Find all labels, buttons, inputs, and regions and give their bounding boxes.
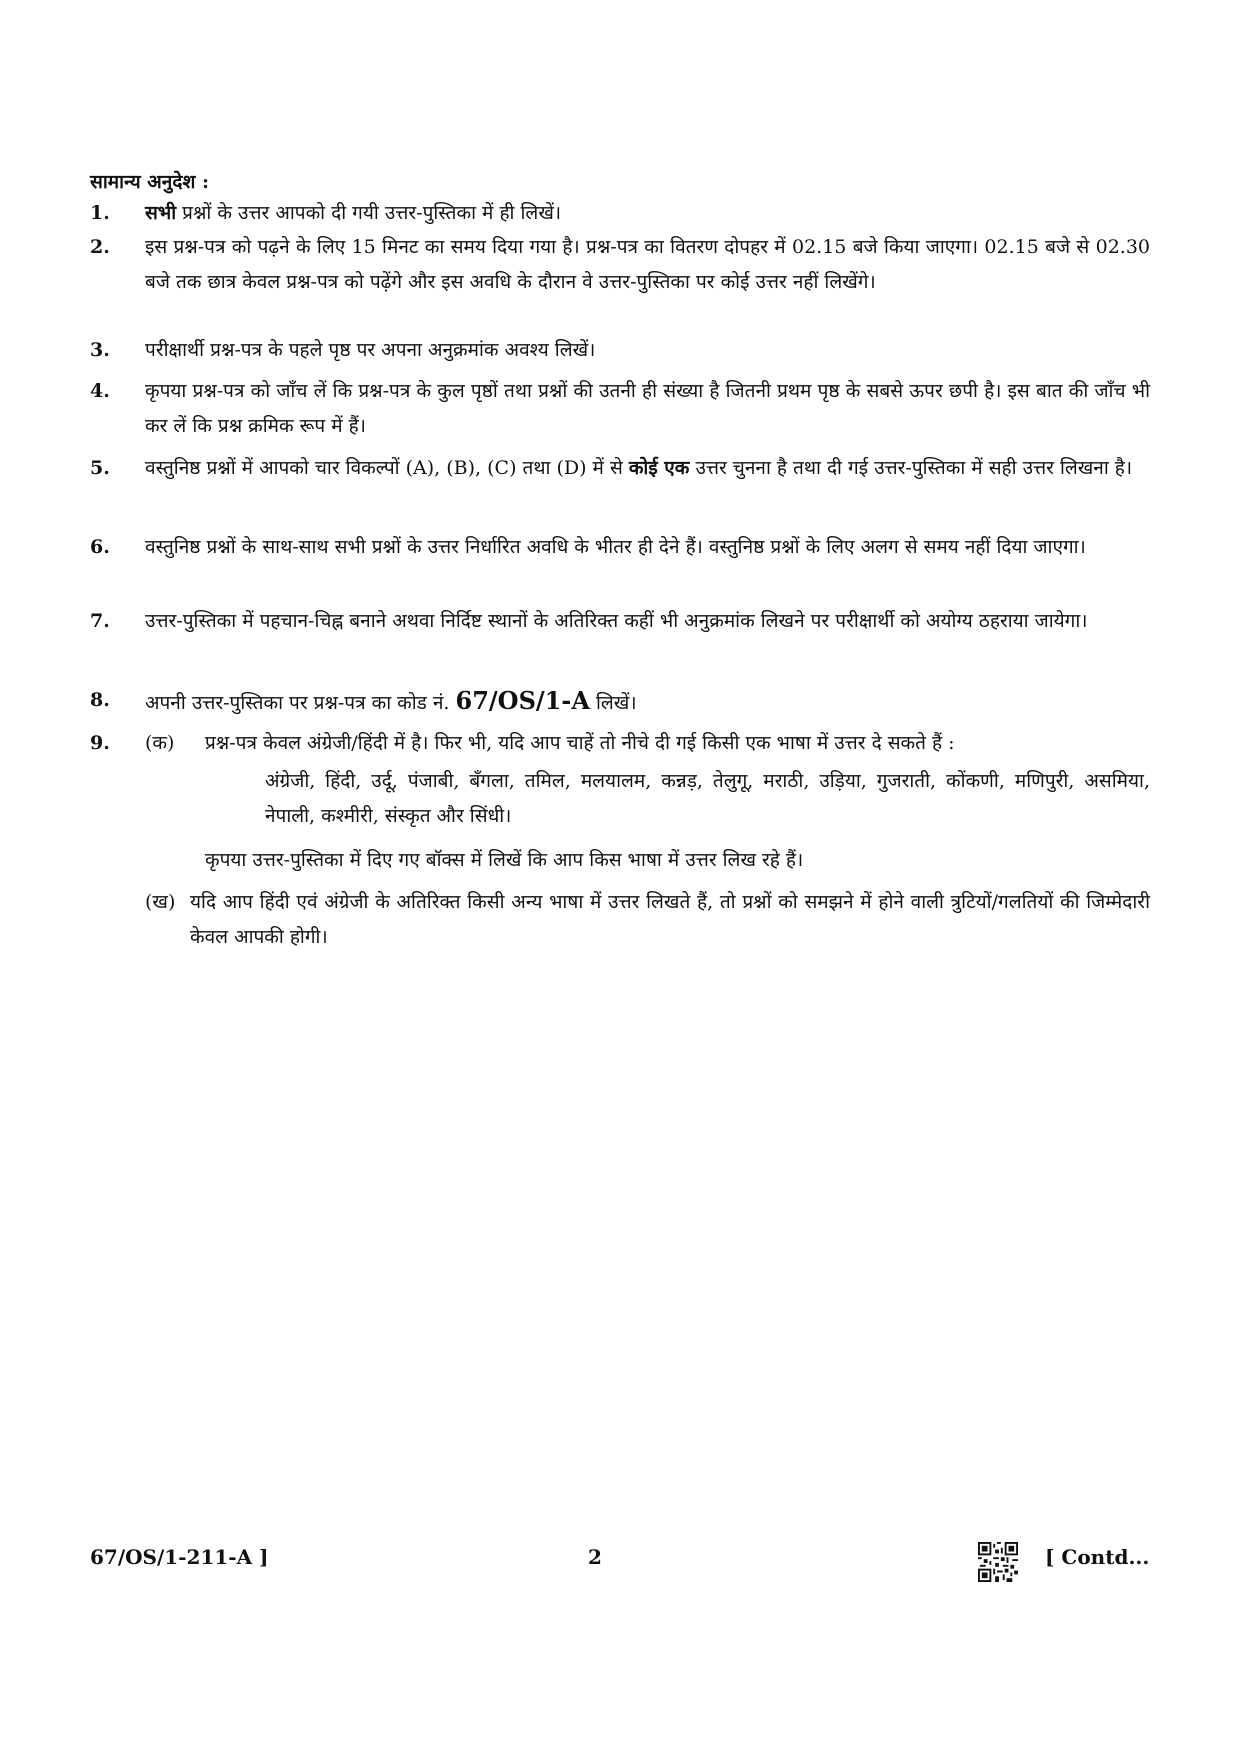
instruction-number: 5. [90, 457, 110, 479]
qr-code-icon [978, 1542, 1018, 1582]
instruction-4 [90, 374, 1150, 444]
item9-b-text: यदि आप हिंदी एवं अंग्रेजी के अतिरिक्त किसी अन्य भाषा में उत्तर लिखते हैं, तो प्रश्नों को समझने में होने वाली त्रुटियों/गलतियों की जिम्मेदारी केवल आपकी होगी। [190, 891, 1150, 948]
general-instructions-heading: सामान्य अनुदेश : [90, 171, 209, 193]
instruction-6 [90, 530, 1150, 600]
instruction-text-rest: प्रश्नों के उत्तर आपको दी गयी उत्तर-पुस्तिका में ही लिखें। [176, 202, 562, 224]
item9-b-label: (ख) [145, 891, 176, 913]
instruction-bold: सभी [145, 202, 177, 224]
item9-a-text: प्रश्न-पत्र केवल अंग्रेजी/हिंदी में है। फिर भी, यदि आप चाहें तो नीचे दी गई किसी एक भाषा में उत्तर दे सकते हैं : [205, 732, 955, 754]
instruction-number: 8. [90, 689, 110, 711]
instruction-text: वस्तुनिष्ठ प्रश्नों के साथ-साथ सभी प्रश्नों के उत्तर निर्धारित अवधि के भीतर ही देने हैं। वस्तुनिष्ठ प्रश्नों के लिए अलग से समय नहीं दिया जाएगा। [145, 536, 1086, 558]
footer-paper-code: 67/OS/1-211-A ] [90, 1545, 269, 1569]
instruction-number: 6. [90, 536, 110, 558]
instruction-8 [90, 683, 1150, 718]
instruction-text: परीक्षार्थी प्रश्न-पत्र के पहले पृष्ठ पर अपना अनुक्रमांक अवश्य लिखें। [145, 339, 596, 361]
instruction-number: 4. [90, 380, 110, 402]
instruction-text-part: उत्तर चुनना है तथा दी गई उत्तर-पुस्तिका में सही उत्तर लिखना है। [689, 457, 1133, 479]
instruction-1 [90, 196, 1150, 231]
instruction-number: 3. [90, 339, 110, 361]
instruction-text: कृपया प्रश्न-पत्र को जाँच लें कि प्रश्न-पत्र के कुल पृष्ठों तथा प्रश्नों की उतनी ही संख्या है जितनी प्रथम पृष्ठ के सबसे ऊपर छपी है। इस बात की जाँच भी कर लें कि प्रश्न क्रमिक रूप में हैं। [145, 380, 1150, 437]
instruction-number: 1. [90, 202, 110, 224]
instruction-text-part: अपनी उत्तर-पुस्तिका पर प्रश्न-पत्र का कोड नं. [145, 692, 456, 714]
language-box-note: कृपया उत्तर-पुस्तिका में दिए गए बॉक्स में लिखें कि आप किस भाषा में उत्तर लिख रहे हैं। [205, 849, 804, 871]
question-paper-code: 67/OS/1-A [455, 686, 590, 715]
instruction-number: 2. [90, 236, 110, 258]
instruction-3 [90, 333, 1150, 368]
instruction-text-part: वस्तुनिष्ठ प्रश्नों में आपको चार विकल्पों (A), (B), (C) तथा (D) में से [145, 457, 629, 479]
instruction-text [145, 451, 1150, 486]
languages-list: अंग्रेजी, हिंदी, उर्दू, पंजाबी, बँगला, तमिल, मलयालम, कन्नड़, तेलुगू, मराठी, उड़िया, गुजराती, कोंकणी, मणिपुरी, असमिया, नेपाली, कश्मीरी, संस्कृत और सिंधी। [265, 770, 1150, 827]
page-number: 2 [588, 1545, 602, 1569]
instruction-text [145, 683, 1150, 721]
instruction-text: इस प्रश्न-पत्र को पढ़ने के लिए 15 मिनट का समय दिया गया है। प्रश्न-पत्र का वितरण दोपहर में 02.15 बजे किया जाएगा। 02.15 बजे से 02.30 बजे तक छात्र केवल प्रश्न-पत्र को पढ़ेंगे और इस अवधि के दौरान वे उत्तर-पुस्तिका पर कोई उत्तर नहीं लिखेंगे। [145, 236, 1150, 293]
instruction-number: 7. [90, 610, 110, 632]
instruction-5 [90, 451, 1150, 521]
instruction-7 [90, 604, 1150, 674]
instruction-text: उत्तर-पुस्तिका में पहचान-चिह्न बनाने अथवा निर्दिष्ट स्थानों के अतिरिक्त कहीं भी अनुक्रमांक लिखने पर परीक्षार्थी को अयोग्य ठहराया जायेगा। [145, 610, 1088, 632]
item9-a-label: (क) [145, 732, 175, 754]
continued-label: [ Contd... [1045, 1545, 1150, 1569]
instruction-2 [90, 230, 1150, 335]
instruction-text-part: लिखें। [589, 692, 637, 714]
instruction-text [145, 196, 1150, 231]
instruction-bold: कोई एक [628, 457, 690, 479]
instruction-number: 9. [90, 732, 110, 754]
